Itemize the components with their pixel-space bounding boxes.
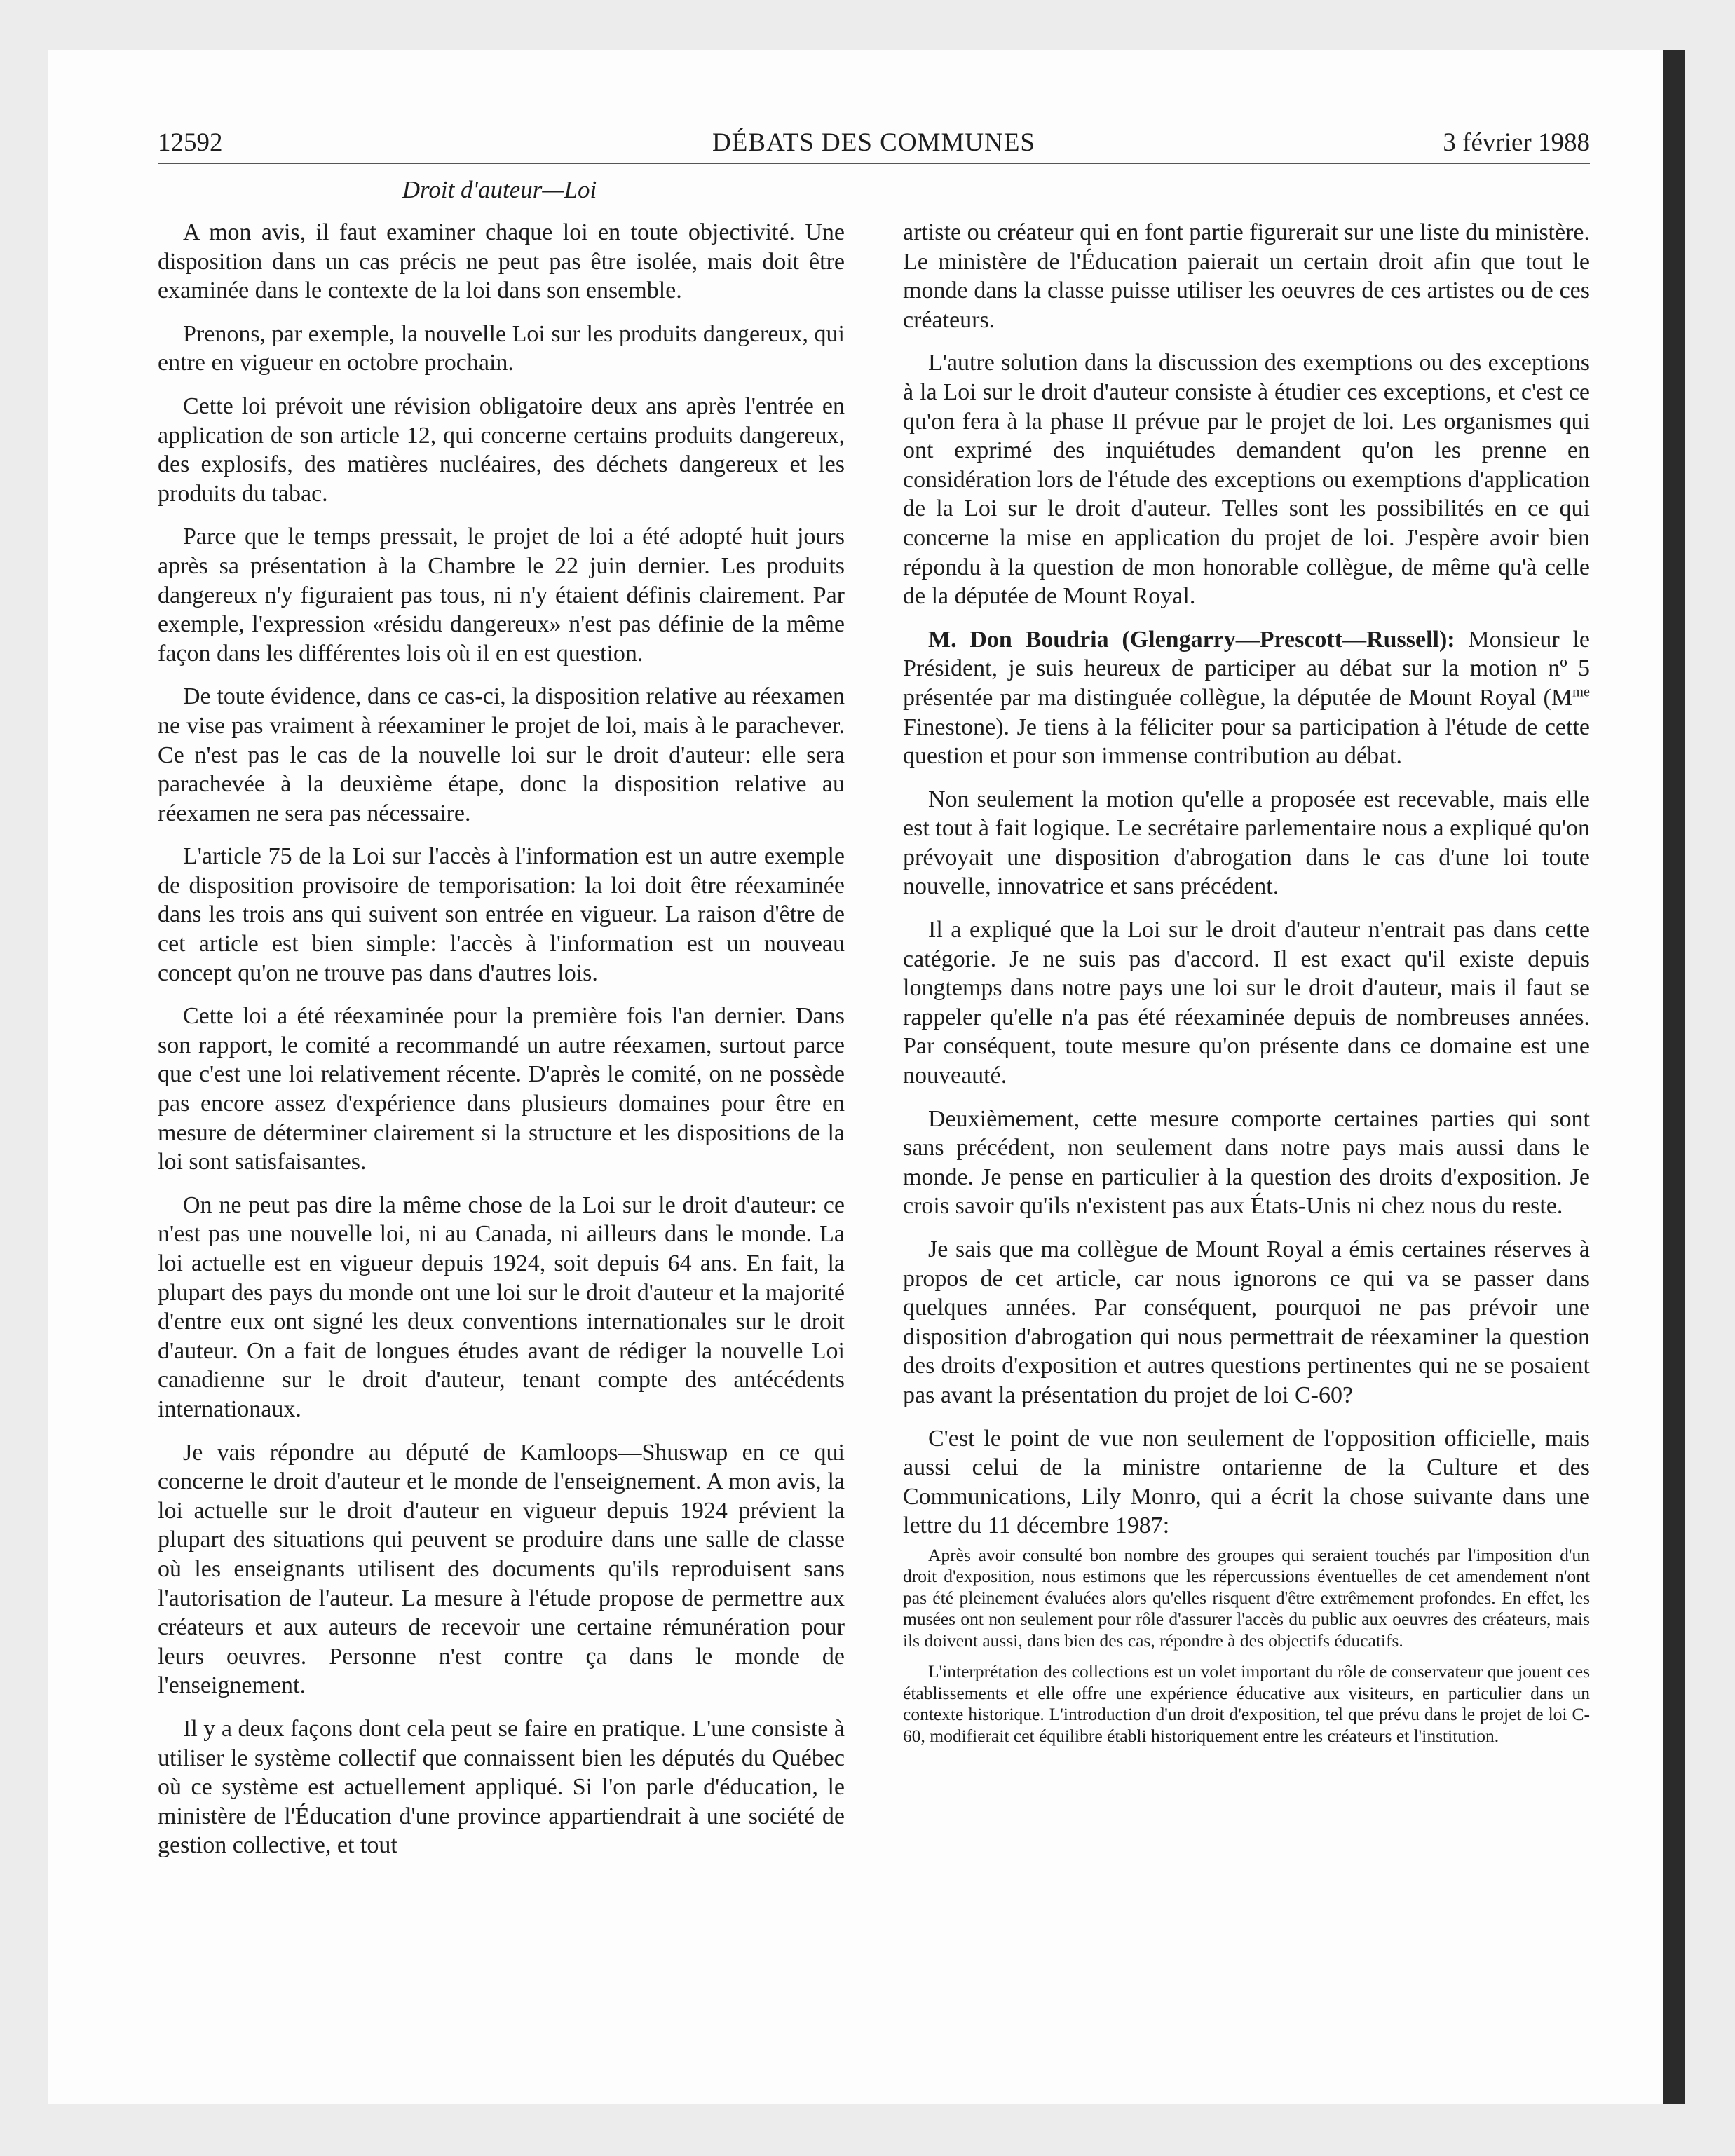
quote-paragraph: L'interprétation des collections est un volet important du rôle de conservateur que jouent ces établissements et elle offre une expérience éducative aux visiteurs, en particulier dans un contexte historique. L'introduction d'un droit d'exposition, tel que prévu dans le projet de loi C-60, modifierait cet équilibre établi historiquement entre les créateurs et l'institution. [903,1661,1590,1746]
header-rule [158,163,1590,164]
paragraph: De toute évidence, dans ce cas-ci, la disposition relative au réexamen ne vise pas vraiment à réexaminer le projet de loi, mais à le parachever. Ce n'est pas le cas de la nouvelle loi sur le droit d'auteur: elle sera parachevée à la deuxième étape, donc la disposition relative au réexamen ne sera pas nécessaire. [158,683,845,826]
issue-date: 3 février 1988 [1443,128,1590,157]
paragraph: C'est le point de vue non seulement de l'opposition officielle, mais aussi celui de la ministre ontarienne de la Culture et des Communications, Lily Monro, qui a écrit la chose suivante dans une lettre du 11 décembre 1987: [903,1425,1590,1539]
section-title: Droit d'auteur—Loi [402,176,597,203]
running-header [158,125,1590,161]
paragraph: A mon avis, il faut examiner chaque loi en toute objectivité. Une disposition dans un cas précis ne peut pas être isolée, mais doit être examinée dans le contexte de la loi dans son ensemble. [158,219,845,304]
title-superscript: me [1572,684,1590,700]
speech-text: Monsieur le Président, je suis heureux de participer au débat sur la motion nº 5 présentée par ma distinguée collègue, la députée de Mount Royal (M [903,626,1591,711]
scan-edge-bar [1663,50,1685,2104]
journal-title: DÉBATS DES COMMUNES [712,128,1035,157]
paragraph: Je vais répondre au député de Kamloops—Shuswap en ce qui concerne le droit d'auteur et le monde de l'enseignement. A mon avis, la loi actuelle sur le droit d'auteur en vigueur depuis 1924 prévient la plupart des situations qui peuvent se produire dans une salle de classe où les enseignants utilisent des documents qu'ils reproduisent sans l'autorisation de l'auteur. La mesure à l'étude propose de permettre aux créateurs et aux auteurs de recevoir une certaine rémunération pour leurs oeuvres. Personne n'est contre ça dans le monde de l'enseignement. [158,1439,845,1699]
paragraph: Cette loi a été réexaminée pour la première fois l'an dernier. Dans son rapport, le comité a recommandé un autre réexamen, surtout parce que c'est une loi relativement récente. D'après le comité, on ne possède pas encore assez d'expérience dans plusieurs domaines pour être en mesure de déterminer clairement si la structure et les dispositions de la loi sont satisfaisantes. [158,1003,845,1175]
right-column [903,218,1590,1756]
continued-paragraph: artiste ou créateur qui en font partie figurerait sur une liste du ministère. Le ministère de l'Éducation paierait un certain droit afin que tout le monde dans la classe puisse utiliser les oeuvres de ces artistes ou de ces créateurs. [903,219,1590,333]
paragraph: Parce que le temps pressait, le projet de loi a été adopté huit jours après sa présentation à la Chambre le 22 juin dernier. Les produits dangereux n'y figuraient pas tous, ni n'y étaient définis clairement. Par exemple, l'expression «résidu dangereux» n'est pas définie de la même façon dans les différentes lois où il en est question. [158,524,845,667]
paragraph: Non seulement la motion qu'elle a proposée est recevable, mais elle est tout à fait logique. Le secrétaire parlementaire nous a expliqué qu'on prévoyait une disposition d'abrogation dans le cas d'une loi toute nouvelle, innovatrice et sans précédent. [903,786,1590,900]
paragraph: L'article 75 de la Loi sur l'accès à l'information est un autre exemple de disposition provisoire de temporisation: la loi doit être réexaminée dans les trois ans qui suivent son entrée en vigueur. La raison d'être de cet article est bien simple: l'accès à l'information est un nouveau concept qu'on ne trouve pas dans d'autres lois. [158,843,845,986]
paragraph: Prenons, par exemple, la nouvelle Loi sur les produits dangereux, qui entre en vigueur en octobre prochain. [158,320,845,376]
paragraph: Cette loi prévoit une révision obligatoire deux ans après l'entrée en application de son article 12, qui concerne certains produits dangereux, des explosifs, des matières nucléaires, des déchets dangereux et les produits du tabac. [158,393,845,507]
page-number: 12592 [158,128,223,157]
speaker-name: M. Don Boudria (Glengarry—Prescott—Russell): [928,626,1455,653]
paragraph: Il y a deux façons dont cela peut se faire en pratique. L'une consiste à utiliser le système collectif que connaissent bien les députés du Québec où ce système est actuellement appliqué. Si l'on parle d'éducation, le ministère de l'Éducation d'une province appartiendrait à une société de gestion collective, et tout [158,1715,845,1859]
speech-paragraph [903,625,1590,771]
paragraph: Il a expliqué que la Loi sur le droit d'auteur n'entrait pas dans cette catégorie. Je ne suis pas d'accord. Il est exact qu'il existe depuis longtemps dans notre pays une loi sur le droit d'auteur, mais il faut se rappeler qu'elle n'a pas été réexaminée depuis de nombreuses années. Par conséquent, toute mesure qu'on présente dans ce domaine est une nouveauté. [903,917,1590,1089]
speech-text: Finestone). Je tiens à la féliciter pour sa participation à l'étude de cette question et pour son immense contribution au débat. [903,714,1590,770]
quote-paragraph: Après avoir consulté bon nombre des groupes qui seraient touchés par l'imposition d'un droit d'exposition, nous estimons que les répercussions éventuelles de cet amendement n'ont pas été pleinement évaluées alors qu'elles risquent d'être extrêmement profondes. En effet, les musées ont non seulement pour rôle d'assurer l'accès du public aux oeuvres des créateurs, mais ils doivent aussi, dans bien des cas, répondre à des objectifs éducatifs. [903,1544,1590,1651]
paragraph: Deuxièmement, cette mesure comporte certaines parties qui sont sans précédent, non seulement dans notre pays mais aussi dans le monde. Je pense en particulier à la question des droits d'exposition. Je crois savoir qu'ils n'existent pas aux États-Unis ni chez nous du reste. [903,1105,1590,1220]
left-column [158,218,845,1860]
block-quote [903,1545,1590,1747]
paragraph: L'autre solution dans la discussion des exemptions ou des exceptions à la Loi sur le droit d'auteur consiste à étudier ces exceptions, et c'est ce qu'on fera à la phase II prévue par le projet de loi. Les organismes qui ont exprimé des inquiétudes demandent qu'on les prenne en considération lors de l'étude des exceptions ou exemptions d'application de la Loi sur le droit d'auteur. Telles sont les possibilités en ce qui concerne la mise en application du projet de loi. J'espère avoir bien répondu à la question de mon honorable collègue, de même qu'à celle de la députée de Mount Royal. [903,350,1590,610]
paragraph: On ne peut pas dire la même chose de la Loi sur le droit d'auteur: ce n'est pas une nouvelle loi, ni au Canada, ni ailleurs dans le monde. La loi actuelle est en vigueur depuis 1924, soit depuis 64 ans. En fait, la plupart des pays du monde ont une loi sur le droit d'auteur et la majorité d'entre eux ont signé les deux conventions internationales sur le droit d'auteur. On a fait de longues études avant de rédiger la nouvelle Loi canadienne sur le droit d'auteur, tenant compte des antécédents internationaux. [158,1192,845,1422]
paragraph: Je sais que ma collègue de Mount Royal a émis certaines réserves à propos de cet article, car nous ignorons ce qui va se passer dans quelques années. Par conséquent, pourquoi ne pas prévoir une disposition d'abrogation qui nous permettrait de réexaminer la question des droits d'exposition et autres questions pertinentes qui ne se posaient pas avant la présentation du projet de loi C-60? [903,1236,1590,1408]
